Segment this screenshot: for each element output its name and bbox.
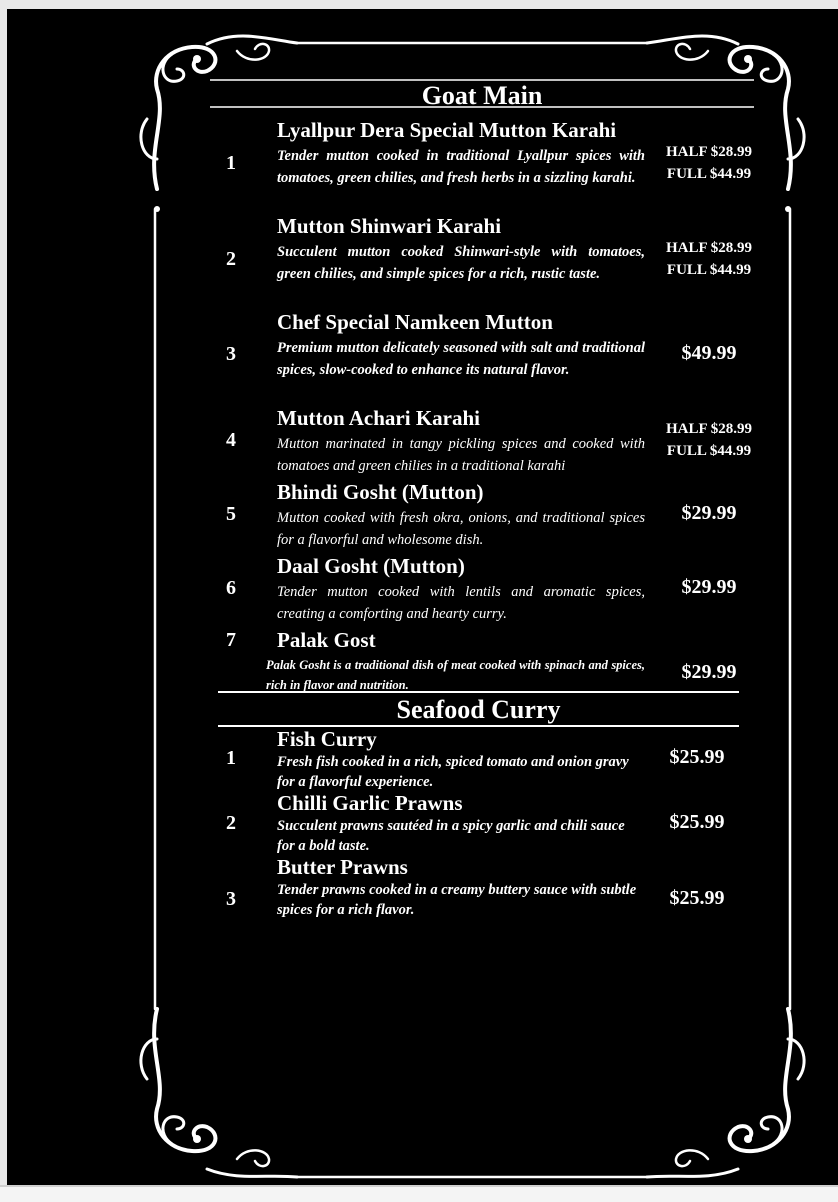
item-name: Chilli Garlic Prawns xyxy=(277,791,463,815)
item-name: Daal Gosht (Mutton) xyxy=(277,554,465,578)
item-number: 2 xyxy=(226,248,236,270)
item-number: 1 xyxy=(226,747,236,769)
page-bottom-edge xyxy=(0,1185,838,1202)
item-description: Palak Gosht is a traditional dish of meat cooked with spinach and spices, rich in flavor and nutrition. xyxy=(266,658,645,692)
item-name: Chef Special Namkeen Mutton xyxy=(277,310,553,334)
item-price-full: FULL $44.99 xyxy=(666,166,752,182)
item-description: Succulent prawns sautéed in a spicy garlic and chili sauce for a bold taste. xyxy=(277,818,625,854)
item-price: $29.99 xyxy=(681,502,737,524)
item-price-half: HALF $28.99 xyxy=(665,144,753,160)
item-price-half: HALF $28.99 xyxy=(665,421,753,437)
item-number: 6 xyxy=(226,577,236,599)
item-number: 3 xyxy=(226,888,236,910)
item-number: 1 xyxy=(226,152,236,174)
item-price: $25.99 xyxy=(669,887,725,909)
item-price: $25.99 xyxy=(669,811,725,833)
item-price: $29.99 xyxy=(681,661,737,683)
item-name: Fish Curry xyxy=(277,727,377,751)
item-name: Palak Gost xyxy=(277,628,376,652)
item-name: Butter Prawns xyxy=(277,855,408,879)
section-title-goat: Goat Main xyxy=(421,81,543,110)
item-name: Lyallpur Dera Special Mutton Karahi xyxy=(277,118,617,142)
item-name: Bhindi Gosht (Mutton) xyxy=(277,480,484,504)
item-number: 7 xyxy=(226,629,236,651)
item-description: Fresh fish cooked in a rich, spiced tomato and onion gravy for a flavorful experience. xyxy=(277,754,629,790)
item-name: Mutton Shinwari Karahi xyxy=(277,214,502,238)
item-price: $29.99 xyxy=(681,576,737,598)
section-title-seafood: Seafood Curry xyxy=(396,695,561,724)
item-number: 5 xyxy=(226,503,236,525)
menu-page xyxy=(7,9,838,1185)
item-description: Mutton marinated in tangy pickling spices and cooked with tomatoes and green chilies in a traditional karahi xyxy=(277,436,645,474)
item-description: Mutton cooked with fresh okra, onions, and traditional spices for a flavorful and wholesome dish. xyxy=(277,510,645,548)
item-description: Premium mutton delicately seasoned with salt and traditional spices, slow-cooked to enhance its natural flavor. xyxy=(277,340,645,378)
item-price: $25.99 xyxy=(669,746,725,768)
item-number: 4 xyxy=(226,429,236,451)
item-description: Tender mutton cooked with lentils and aromatic spices, creating a comforting and hearty curry. xyxy=(277,584,645,622)
item-number: 3 xyxy=(226,343,236,365)
item-description: Tender mutton cooked in traditional Lyallpur spices with tomatoes, green chilies, and fresh herbs in a sizzling karahi. xyxy=(277,148,645,186)
item-price-full: FULL $44.99 xyxy=(666,443,752,459)
item-description: Tender prawns cooked in a creamy buttery sauce with subtle spices for a rich flavor. xyxy=(277,882,637,918)
item-price: $49.99 xyxy=(681,342,737,364)
item-name: Mutton Achari Karahi xyxy=(277,406,480,430)
item-number: 2 xyxy=(226,812,236,834)
item-price-full: FULL $44.99 xyxy=(666,262,752,278)
item-description: Succulent mutton cooked Shinwari-style with tomatoes, green chilies, and simple spices for a rich, rustic taste. xyxy=(277,244,645,282)
item-price-half: HALF $28.99 xyxy=(665,240,753,256)
